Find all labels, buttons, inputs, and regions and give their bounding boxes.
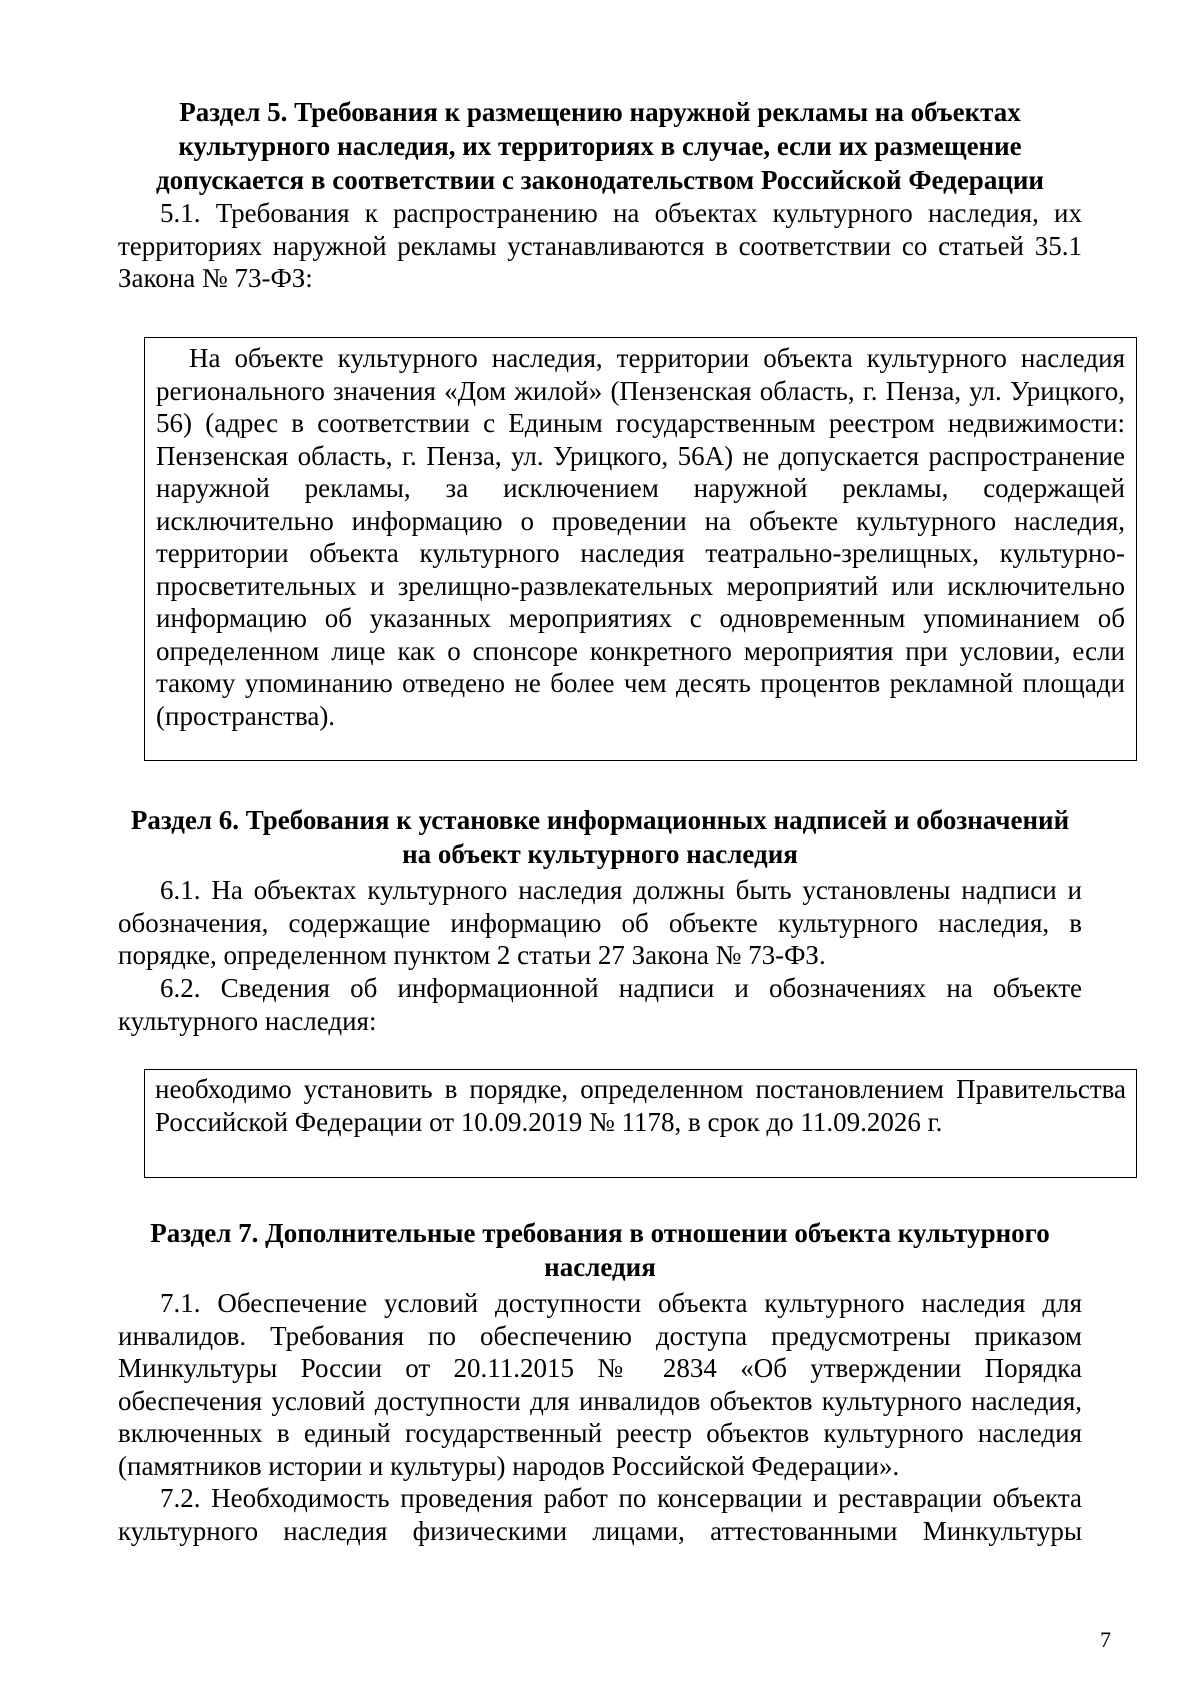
section-6-heading: Раздел 6. Требования к установке информационных надписей и обозначений на объект культурного наследия	[130, 805, 1070, 869]
information-signs-box	[144, 1069, 1137, 1178]
paragraph-7-2: 7.2. Необходимость проведения работ по консервации и реставрации объекта культурного наследия физическими лицами, аттестованными Минкультуры	[118, 1483, 1082, 1546]
outdoor-advertising-text: На объекте культурного наследия, территории объекта культурного наследия регионального значения «Дом жилой» (Пензенская область, г. Пенза, ул. Урицкого, 56) (адрес в соответствии с Единым государственным реестром недвижимости: Пензенская область, г. Пенза, ул. Урицкого, 56А) не допускается распространение наружной рекламы, за исключением наружной рекламы, содержащей исключительно информацию о проведении на объекте культурного наследия, территории объекта культурного наследия театрально-зрелищных, культурно-просветительных и зрелищно-развлекательных мероприятий или исключительно информацию об указанных мероприятиях с одновременным упоминанием об определенном лице как о спонсоре конкретного мероприятия при условии, если такому упоминанию отведено не более чем десять процентов рекламной площади (пространства).	[156, 343, 1125, 731]
paragraph-6-1: 6.1. На объектах культурного наследия должны быть установлены надписи и обозначения, содержащие информацию об объекте культурного наследия, в порядке, определенном пунктом 2 статьи 27 Закона № 73-ФЗ.	[118, 875, 1082, 970]
paragraph-7-1: 7.1. Обеспечение условий доступности объекта культурного наследия для инвалидов. Требования по обеспечению доступа предусмотрены приказом Минкультуры России от 20.11.2015 № 2834 «Об утверждении Порядка обеспечения условий доступности для инвалидов объектов культурного наследия, включенных в единый государственный реестр объектов культурного наследия (памятников истории и культуры) народов Российской Федерации».	[118, 1288, 1082, 1481]
section-5-heading: Раздел 5. Требования к размещению наружной рекламы на объектах культурного наследия, их территориях в случае, если их размещение допускается в соответствии с законодательством Российской Федерации	[155, 97, 1044, 195]
page-number: 7	[1100, 1627, 1111, 1652]
paragraph-6-2: 6.2. Сведения об информационной надписи и обозначениях на объекте культурного наследия:	[118, 973, 1082, 1036]
outdoor-advertising-box	[144, 337, 1137, 761]
information-signs-text: необходимо установить в порядке, определенном постановлением Правительства Российской Федерации от 10.09.2019 № 1178, в срок до 11.09.2026 г.	[155, 1074, 1126, 1137]
section-7-heading: Раздел 7. Дополнительные требования в отношении объекта культурного наследия	[150, 1218, 1050, 1282]
paragraph-5-1: 5.1. Требования к распространению на объектах культурного наследия, их территориях наружной рекламы устанавливаются в соответствии со статьей 35.1 Закона № 73-ФЗ:	[118, 198, 1082, 293]
